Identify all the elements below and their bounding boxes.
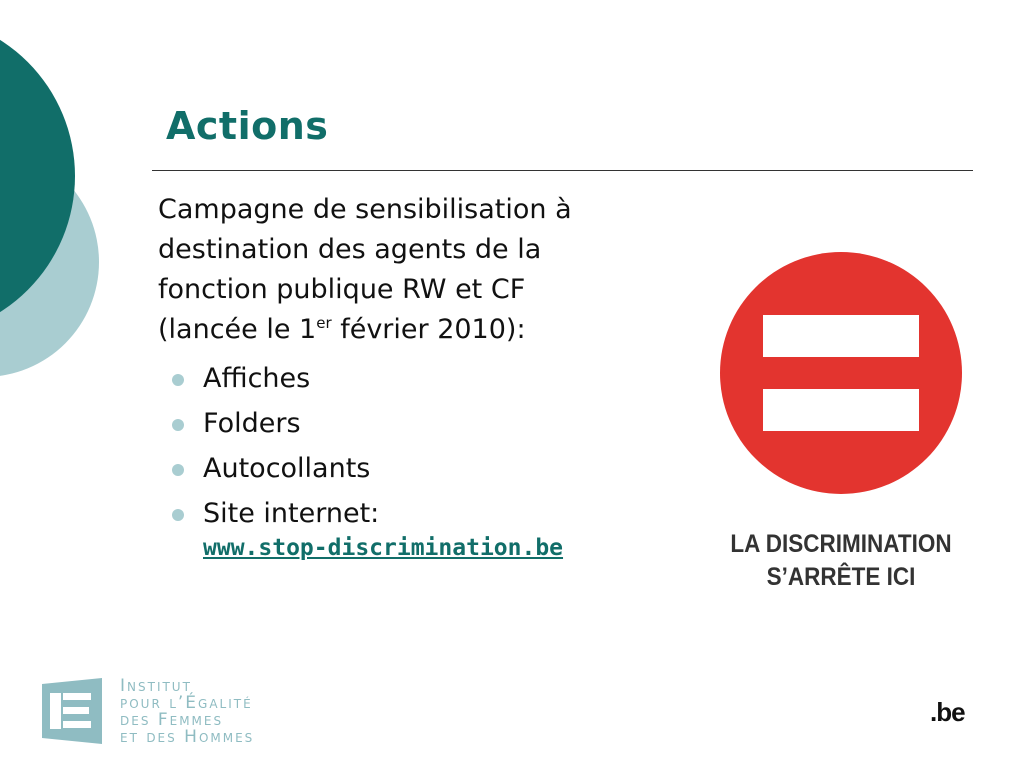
title-divider	[152, 170, 973, 171]
bullet-label: Autocollants	[203, 453, 371, 484]
description-line: fonction publique RW et CF	[158, 274, 526, 305]
slide-title: Actions	[166, 104, 329, 148]
poster-caption	[714, 528, 968, 594]
decorative-circles	[0, 0, 110, 420]
institute-line: et des Hommes	[120, 727, 255, 747]
website-link[interactable]: www.stop-discrimination.be	[203, 535, 564, 561]
launch-date-text: (lancée le 1	[158, 314, 317, 345]
be-logo: .be	[930, 697, 965, 727]
bullet-dot-icon	[172, 374, 184, 386]
bullet-item	[172, 403, 563, 448]
bullet-label: Folders	[203, 408, 301, 439]
caption-line: LA DISCRIMINATION	[730, 530, 952, 558]
caption-line: S’ARRÊTE ICI	[766, 563, 916, 591]
institute-name	[120, 678, 254, 746]
bullet-item	[172, 448, 563, 493]
institute-line: des Femmes	[120, 710, 224, 730]
ordinal-superscript: er	[316, 314, 332, 332]
bullet-label: Site internet:	[203, 498, 380, 529]
bullet-dot-icon	[172, 419, 184, 431]
bullet-dot-icon	[172, 464, 184, 476]
institute-logo-icon	[40, 676, 104, 746]
bullet-dot-icon	[172, 509, 184, 521]
description-line	[158, 310, 658, 350]
campaign-description	[158, 190, 658, 350]
institute-line: pour l’Égalité	[120, 693, 253, 713]
bullet-item	[172, 493, 563, 573]
bullet-list	[172, 358, 563, 573]
bullet-label: Affiches	[203, 363, 311, 394]
description-line: destination des agents de la	[158, 234, 542, 265]
institute-line: Institut	[120, 676, 192, 696]
description-line: Campagne de sensibilisation à	[158, 194, 572, 225]
bullet-item	[172, 358, 563, 403]
launch-date-text-end: février 2010):	[331, 314, 526, 345]
no-entry-sign-icon	[719, 251, 963, 495]
